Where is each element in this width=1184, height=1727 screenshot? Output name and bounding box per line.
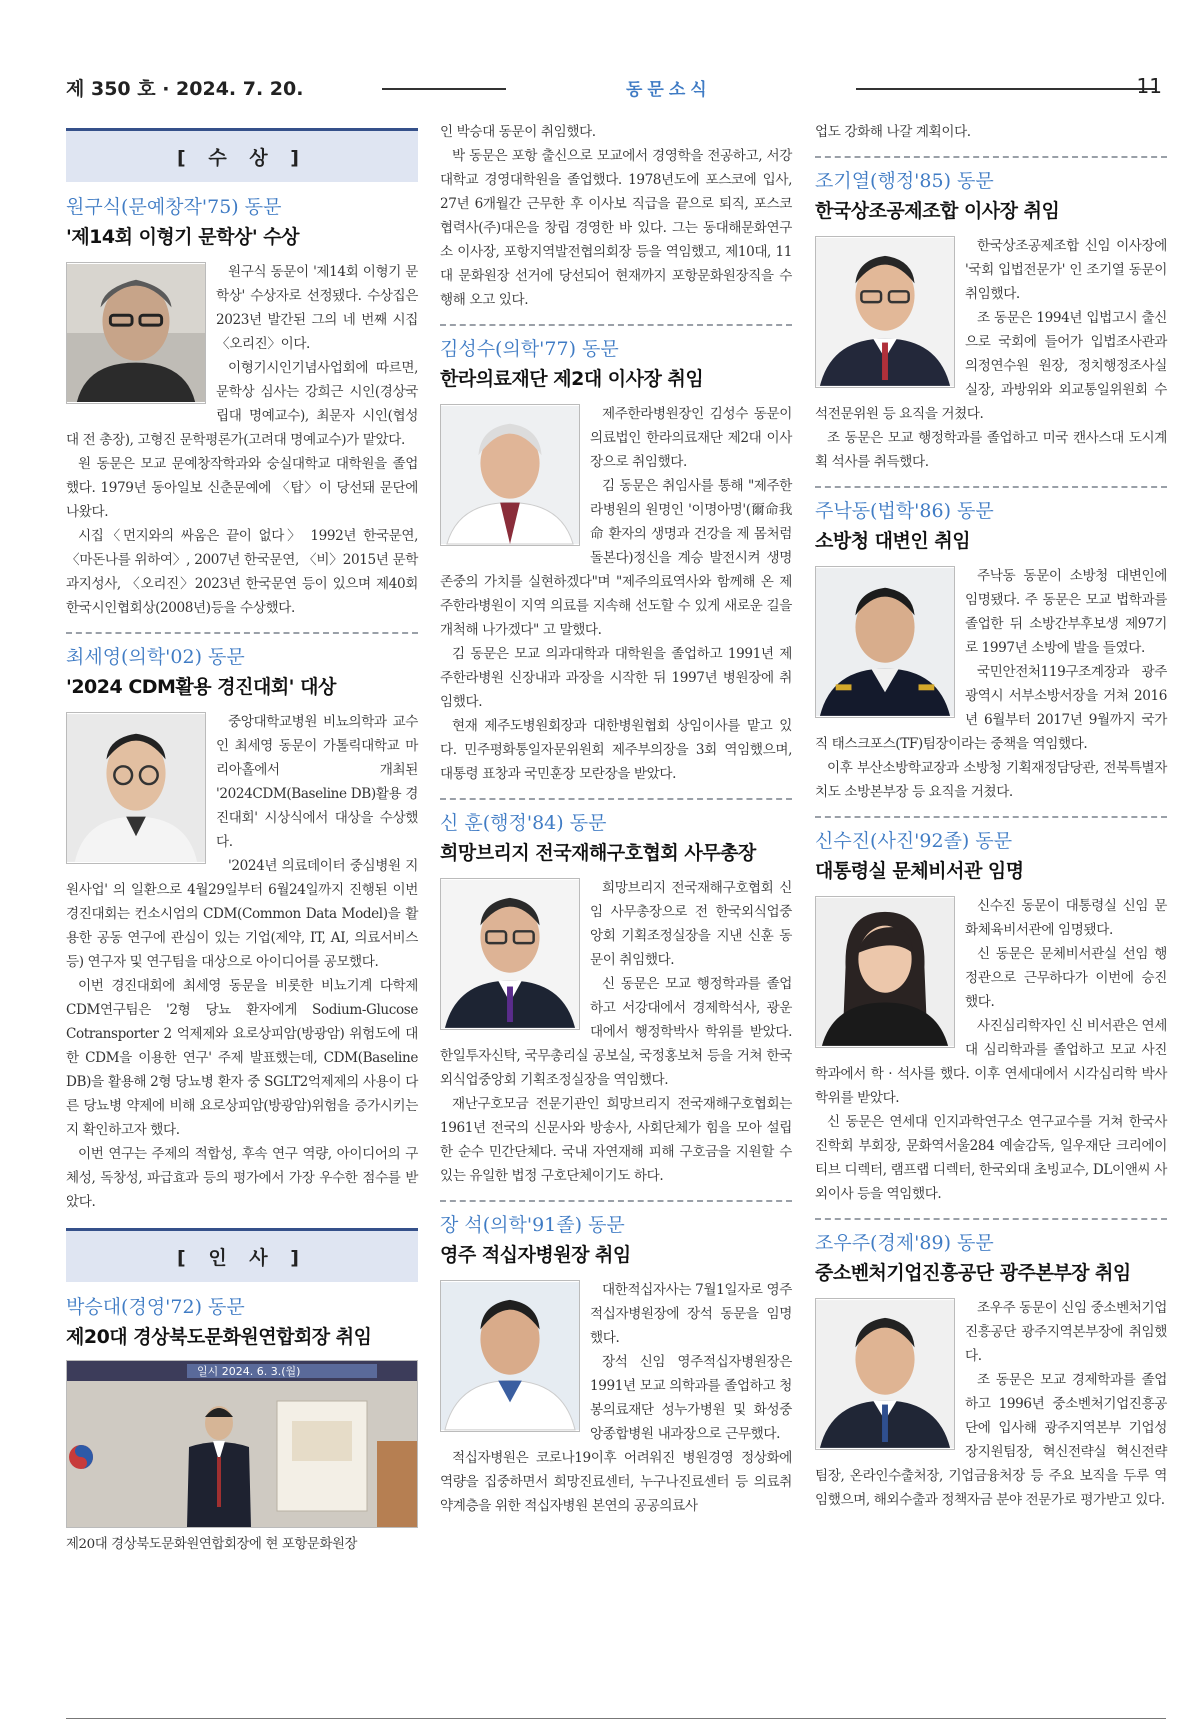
portrait-photo — [66, 712, 206, 864]
paragraph: 제주한라병원장인 김성수 동문이 의료법인 한라의료재단 제2대 이사장으로 취임했다. — [590, 406, 792, 470]
article-kicker: 장 석(의학'91졸) 동문 — [440, 1214, 625, 1236]
paragraph: 신 동문은 문체비서관실 선임 행정관으로 근무하다가 이번에 승진했다. — [965, 946, 1167, 1010]
portrait-photo — [815, 1298, 955, 1450]
article-body — [440, 1278, 792, 1518]
article-headline: 대통령실 문체비서관 임명 — [815, 860, 1024, 882]
article-kicker: 원구식(문예창작'75) 동문 — [66, 196, 282, 218]
paragraph: 박 동문은 포항 출신으로 모교에서 경영학을 전공하고, 서강대학교 경영대학원을 졸업했다. 1978년도에 포스코에 입사, 27년 6개월간 근무한 후 이사보 직급을 끝으로 퇴직, 포스코협력사(주)대은을 창립 경영한 바 있다. 그는 동대해문화연구소 이사장, 포항지역발전협의회장 등을 역임했고, 제10대, 11대 문화원장 선거에 당선되어 현재까지 포항문화원장직을 수행해 오고 있다. — [440, 148, 792, 308]
paragraph: 장석 신임 영주적십자병원장은 1991년 모교 의학과를 졸업하고 청봉의료재단 성누가병원 및 화성중앙종합병원 내과장으로 근무했다. — [590, 1354, 792, 1442]
masthead-rule-right — [856, 88, 1156, 90]
paragraph: 이형기시인기념사업회에 따르면, 문학상 심사는 강희근 시인(경상국립대 명예교수), 최문자 시인(협성대 전 총장), 고형진 문학평론가(고려대 명예교수)가 맡았다. — [66, 360, 418, 448]
paragraph: 중앙대학교병원 비뇨의학과 교수인 최세영 동문이 가톨릭대학교 마리아홀에서 개최된 '2024CDM(Baseline DB)활용 경진대회' 시상식에서 대상을 수상했다. — [216, 714, 418, 850]
article-body — [815, 234, 1167, 474]
paragraph: 조 동문은 1994년 입법고시 출신으로 국회에 들어가 입법조사관과 의정연수원 원장, 정치행정조사실 실장, 과방위와 외교통일위원회 수석전문위원 등 요직을 거쳤다. — [815, 310, 1167, 422]
paragraph: 조 동문은 모교 행정학과를 졸업하고 미국 캔사스대 도시계획 석사를 취득했다. — [815, 430, 1167, 470]
paragraph: 김 동문은 모교 의과대학과 대학원을 졸업하고 1991년 제주한라병원 신장내과 과장을 시작한 뒤 1997년 병원장에 취임했다. — [440, 646, 792, 710]
article-kicker: 최세영(의학'02) 동문 — [66, 646, 245, 668]
portrait-photo — [440, 878, 580, 1030]
article-body — [66, 710, 418, 1214]
article-kicker: 조우주(경제'89) 동문 — [815, 1232, 994, 1254]
paragraph: 원 동문은 모교 문예창작학과와 숭실대학교 대학원을 졸업했다. 1979년 동아일보 신춘문예에 〈탑〉이 당선돼 문단에 나왔다. — [66, 456, 418, 520]
paragraph: 신 동문은 모교 행정학과를 졸업하고 서강대에서 경제학석사, 광운대에서 행정학박사 학위를 받았다. 한일투자신탁, 국무총리실 공보실, 국정홍보처 등을 거쳐 한국외식업중앙회 기획조정실장을 역임했다. — [440, 976, 792, 1088]
page-number: 11 — [1136, 74, 1162, 98]
paragraph: 국민안전처119구조계장과 광주광역시 서부소방서장을 거쳐 2016년 6월부터 2017년 9월까지 국가직 태스크포스(TF)팀장이라는 중책을 역임했다. — [815, 664, 1167, 752]
divider — [815, 486, 1167, 488]
portrait-photo — [66, 262, 206, 404]
article-jo — [815, 168, 1167, 474]
article-shin-sujin — [815, 828, 1167, 1206]
article-headline: 희망브리지 전국재해구호협회 사무총장 — [440, 842, 756, 864]
article-kicker: 김성수(의학'77) 동문 — [440, 338, 619, 360]
article-kim — [440, 336, 792, 786]
article-jang — [440, 1212, 792, 1518]
paragraph: 김 동문은 취임사를 통해 "제주한라병원의 원명인 '이명아명'(爾命我命 환자의 생명과 건강을 제 몸처럼 돌본다)정신을 계승 발전시켜 생명존중의 가치를 실현하겠다"며 "제주의료역사와 함께해 온 제주한라병원이 지역 의료를 지속해 선도할 수 있게 새로운 길을 개척해 나가겠다" 고 말했다. — [440, 478, 792, 638]
portrait-photo — [815, 566, 955, 718]
section-header-personnel: [ 인 사 ] — [66, 1228, 418, 1282]
article-kicker: 신수진(사진'92졸) 동문 — [815, 830, 1013, 852]
article-park — [66, 1294, 418, 1556]
section-name: 동문소식 — [626, 80, 712, 100]
paragraph: 대한적십자사는 7월1일자로 영주적십자병원장에 장석 동문을 임명했다. — [590, 1282, 792, 1346]
portrait-photo — [440, 1280, 580, 1432]
paragraph: 한국상조공제조합 신임 이사장에 '국회 입법전문가' 인 조기열 동문이 취임했다. — [965, 238, 1167, 302]
paragraph: 업도 강화해 나갈 계획이다. — [815, 124, 971, 140]
article-jo-uju — [815, 1230, 1167, 1512]
divider — [440, 324, 792, 326]
paragraph: 신수진 동문이 대통령실 신임 문화체육비서관에 임명됐다. — [965, 898, 1167, 938]
article-body — [66, 260, 418, 620]
paragraph: 이번 경진대회에 최세영 동문을 비롯한 비뇨기계 다학제CDM연구팀은 '2형 당뇨 환자에게 Sodium-Glucose Cotransporter 2 억제제와 요로상피암(방광암) 위험도에 대한 CDM을 이용한 연구' 주제 발표했는데, CDM(Baseline DB)을 활용해 2형 당뇨병 환자 중 SGLT2억제제의 사용이 다른 당뇨병 약제에 비해 요로상피암(방광암)위험을 증가시키는지 확인하고자 했다. — [66, 978, 418, 1138]
paragraph: 이번 연구는 주제의 적합성, 후속 연구 역량, 아이디어의 구체성, 독창성, 파급효과 등의 평가에서 가장 우수한 점수를 받았다. — [66, 1146, 418, 1210]
article-body — [815, 564, 1167, 804]
article-headline: '2024 CDM활용 경진대회' 대상 — [66, 676, 336, 698]
article-headline: 중소벤처기업진흥공단 광주본부장 취임 — [815, 1262, 1131, 1284]
paragraph: 희망브리지 전국재해구호협회 신임 사무총장으로 전 한국외식업중앙회 기획조정실장을 지낸 신훈 동문이 취임했다. — [590, 880, 792, 968]
article-headline: 한국상조공제조합 이사장 취임 — [815, 200, 1060, 222]
article-headline: 제20대 경상북도문화원연합회장 취임 — [66, 1326, 372, 1348]
divider — [815, 816, 1167, 818]
portrait-photo — [815, 236, 955, 388]
article-headline: 한라의료재단 제2대 이사장 취임 — [440, 368, 704, 390]
paragraph: 신 동문은 연세대 인지과학연구소 연구교수를 거쳐 한국사진학회 부회장, 문화역서울284 예술감독, 일우재단 크리에이티브 디렉터, 램프랩 디렉터, 한국외대 초빙교수, DL이앤씨 사외이사 등을 역임했다. — [815, 1114, 1167, 1202]
photo-caption: 제20대 경상북도문화원연합회장에 현 포항문화원장 — [66, 1537, 358, 1552]
article-headline: '제14회 이형기 문학상' 수상 — [66, 226, 299, 248]
paragraph: 주낙동 동문이 소방청 대변인에 임명됐다. 주 동문은 모교 법학과를 졸업한 뒤 소방간부후보생 제97기로 1997년 소방에 발을 들였다. — [965, 568, 1167, 656]
paragraph: '2024년 의료데이터 중심병원 지원사업' 의 일환으로 4월29일부터 6월24일까지 진행된 이번 경진대회는 컨소시엄의 CDM(Common Data Model)을 활용한 공동 연구에 관심이 있는 기업(제약, IT, AI, 의료서비스 등) 연구자 및 연구팀을 대상으로 아이디어를 공모했다. — [66, 858, 418, 970]
column-3 — [815, 124, 1168, 1688]
article-body — [815, 894, 1167, 1206]
banner-text: 일시 2024. 6. 3.(월) — [197, 1365, 301, 1378]
article-kicker: 조기열(행정'85) 동문 — [815, 170, 994, 192]
event-photo — [66, 1360, 418, 1528]
article-headline: 영주 적십자병원장 취임 — [440, 1244, 631, 1266]
article-body-continued — [440, 120, 792, 312]
paragraph: 사진심리학자인 신 비서관은 연세대 심리학과를 졸업하고 모교 사진학과에서 학 · 석사를 했다. 이후 연세대에서 시각심리학 박사 학위를 받았다. — [815, 1018, 1168, 1106]
article-kicker: 신 훈(행정'84) 동문 — [440, 812, 607, 834]
paragraph: 조 동문은 모교 경제학과를 졸업하고 1996년 중소벤처기업진흥공단에 입사해 광주지역본부 기업성장지원팀장, 혁신전략실 혁신전략팀장, 온라인수출처장, 기업금융처장 등 주요 보직을 두루 역임했으며, 해외수출과 정책자금 분야 전문가로 평가받고 있다. — [815, 1372, 1167, 1508]
article-kicker: 박승대(경영'72) 동문 — [66, 1296, 245, 1318]
paragraph: 조우주 동문이 신임 중소벤처기업진흥공단 광주지역본부장에 취임했다. — [965, 1300, 1168, 1364]
paragraph: 현재 제주도병원회장과 대한병원협회 상임이사를 맡고 있다. 민주평화통일자문위원회 제주부의장을 3회 역임했으며, 대통령 표창과 국민훈장 모란장을 받았다. — [440, 718, 792, 782]
article-body — [440, 402, 792, 786]
paragraph: 인 박승대 동문이 취임했다. — [440, 124, 596, 140]
article-body — [815, 1296, 1167, 1512]
article-ju — [815, 498, 1167, 804]
article-choi — [66, 644, 418, 1214]
paragraph: 재난구호모금 전문기관인 희망브리지 전국재해구호협회는 1961년 전국의 신문사와 방송사, 사회단체가 힘을 모아 설립한 순수 민간단체다. 국내 자연재해 피해 구호금을 지원할 수 있는 유일한 법정 구호단체이기도 하다. — [440, 1096, 792, 1184]
article-body — [440, 876, 792, 1188]
paragraph: 시집〈먼지와의 싸움은 끝이 없다〉 1992년 한국문연, 〈마돈나를 위하여〉, 2007년 한국문연, 〈비〉2015년 문학과지성사, 〈오리진〉2023년 한국문연 등이 있으며 제40회 한국시인협회상(2008년)등을 수상했다. — [66, 528, 418, 616]
article-kicker: 주낙동(법학'86) 동문 — [815, 500, 994, 522]
article-shin-hoon — [440, 810, 792, 1188]
paragraph: 원구식 동문이 '제14회 이형기 문학상' 수상자로 선정됐다. 수상집은 2023년 발간된 그의 네 번째 시집 〈오리진〉이다. — [216, 264, 418, 352]
divider — [66, 632, 418, 634]
bottom-rule — [66, 1718, 1166, 1719]
column-1 — [66, 128, 418, 1688]
divider — [440, 798, 792, 800]
portrait-photo — [815, 896, 955, 1048]
masthead-rule-left — [382, 88, 506, 90]
paragraph: 적십자병원은 코로나19이후 어려워진 병원경영 정상화에 역량을 집중하면서 희망진료센터, 누구나진료센터 등 의료취약계층을 위한 적십자병원 본연의 공공의료사 — [440, 1450, 792, 1514]
article-headline: 소방청 대변인 취임 — [815, 530, 971, 552]
section-header-award: [ 수 상 ] — [66, 128, 418, 182]
article-won — [66, 194, 418, 620]
divider — [440, 1200, 792, 1202]
portrait-photo — [440, 404, 580, 546]
column-2 — [440, 124, 792, 1688]
paragraph: 이후 부산소방학교장과 소방청 기획재정담당관, 전북특별자치도 소방본부장 등 요직을 거쳤다. — [815, 760, 1167, 800]
divider — [815, 156, 1167, 158]
divider — [815, 1218, 1167, 1220]
masthead — [66, 72, 1166, 106]
article-body-continued — [815, 120, 1167, 144]
issue-date: 제 350 호 · 2024. 7. 20. — [66, 78, 304, 100]
